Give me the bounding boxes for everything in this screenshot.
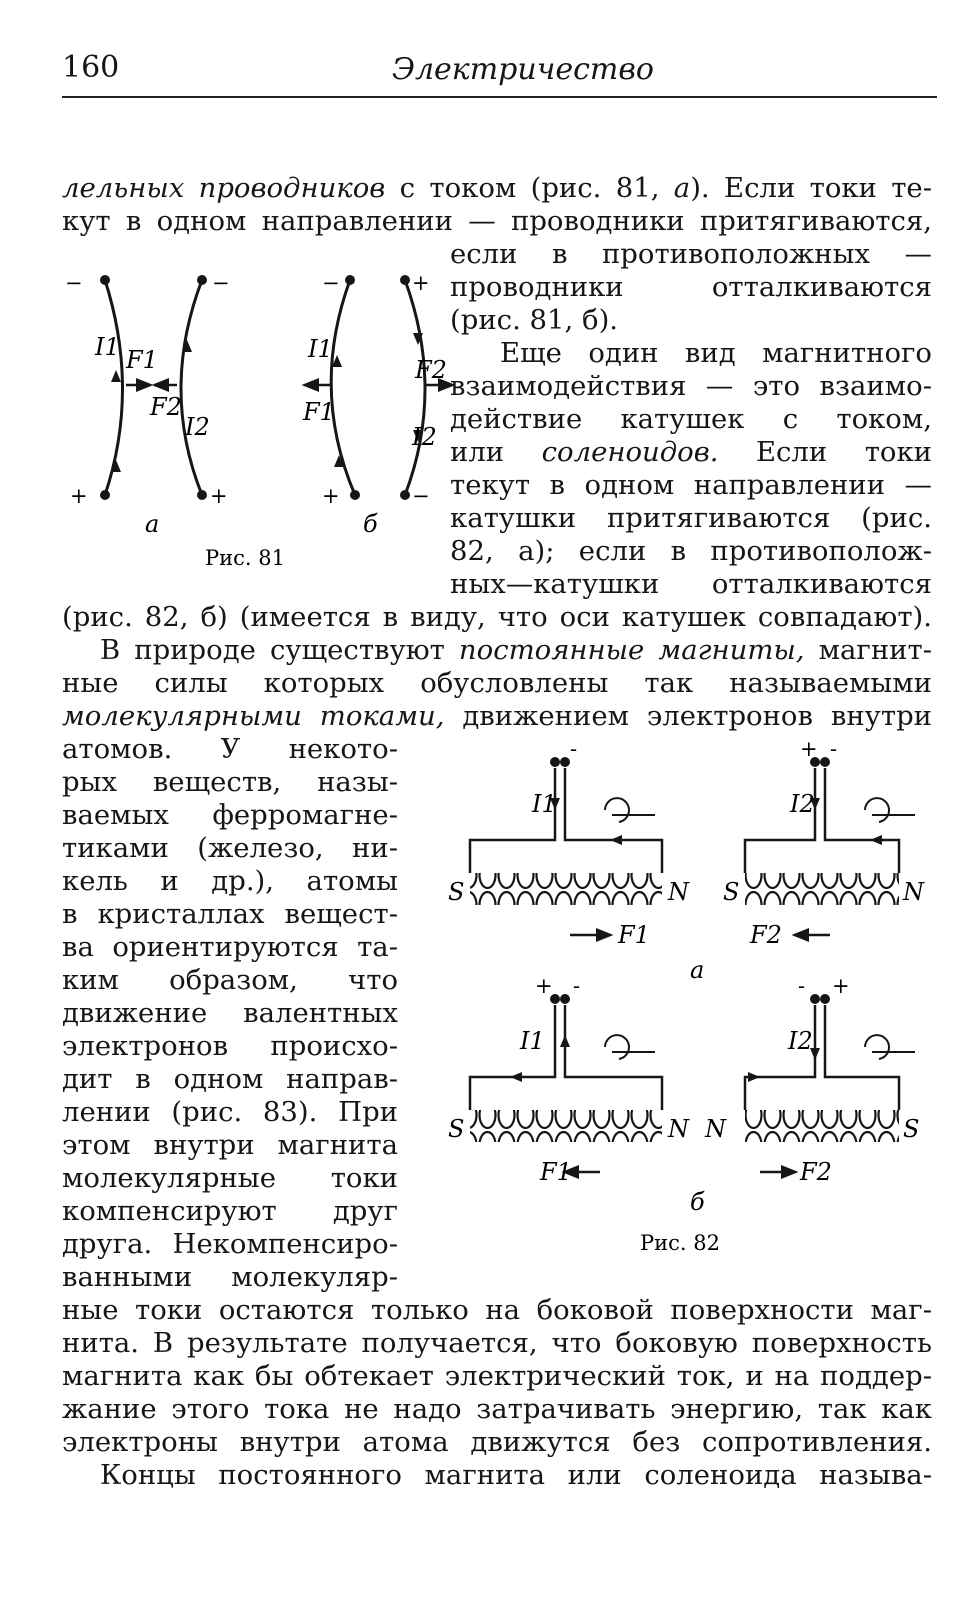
sign-label: +	[832, 974, 850, 998]
label-I2: I2	[185, 413, 210, 441]
subfigure-label-b: б	[363, 510, 378, 538]
text-line: действие катушек с током,	[450, 403, 932, 435]
text-line: ванными молекуляр-	[62, 1261, 398, 1293]
text-line: текут в одном направлении —	[450, 469, 932, 501]
text-line: ваемых ферромагне-	[62, 799, 398, 831]
text-line: движение валентных	[62, 997, 398, 1029]
text-line: ва ориентируются та-	[62, 931, 398, 963]
label-I2: I2	[788, 1027, 813, 1055]
conductor-b2	[405, 280, 425, 495]
text-line: кель и др.), атомы	[62, 865, 398, 897]
text-line: дит в одном направ-	[62, 1063, 398, 1095]
label-F2: F2	[150, 393, 182, 421]
text-line: друга. Некомпенсиро-	[62, 1228, 398, 1260]
terminal	[100, 490, 110, 500]
rotation-symbol	[865, 1035, 889, 1059]
text-line: этом внутри магнита	[62, 1129, 398, 1161]
text-line: ные силы которых обусловлены так называемыми	[62, 667, 932, 699]
text-line: магнита как бы обтекает электрический ток, и на поддер-	[62, 1360, 932, 1392]
label-F1: F1	[126, 346, 158, 374]
pole-label: S	[903, 1115, 920, 1143]
label-I1: I1	[532, 790, 557, 818]
pole-label: N	[705, 1115, 726, 1143]
text-line: Концы постоянного магнита или соленоида называ-	[100, 1459, 932, 1491]
conductor-a2	[181, 280, 202, 495]
text-line: в кристаллах вещест-	[62, 898, 398, 930]
pole-label: N	[668, 1115, 689, 1143]
sign-label: +	[210, 484, 228, 508]
sign-label: -	[570, 737, 578, 761]
pole-label: S	[448, 878, 465, 906]
header-rule	[62, 96, 937, 98]
pole-label: S	[723, 878, 740, 906]
text-line: ные токи остаются только на боковой поверхности маг-	[62, 1294, 932, 1326]
conductor-a1	[105, 280, 123, 495]
figure-caption: Рис. 82	[640, 1231, 720, 1255]
text-line: компенсируют друг	[62, 1195, 398, 1227]
figure-81	[60, 260, 447, 580]
text-line: нита. В результате получается, что боковую поверхность	[62, 1327, 932, 1359]
running-head: Электричество	[392, 52, 654, 87]
text-line: 82, а); если в противополож-	[450, 535, 932, 567]
text-line: жание этого тока не надо затрачивать энергию, так как	[62, 1393, 932, 1425]
text-line: ким образом, что	[62, 964, 398, 996]
text-line: взаимодействия — это взаимо-	[450, 370, 932, 402]
subfigure-label-a: а	[145, 510, 160, 538]
terminal	[197, 275, 207, 285]
label-F2: F2	[800, 1158, 832, 1186]
pole-label: N	[668, 878, 689, 906]
text-line: проводники отталкиваются	[450, 271, 932, 303]
solenoid-a2	[745, 757, 899, 905]
text-line: электроны внутри атома движутся без сопротивления.	[62, 1426, 932, 1458]
rotation-symbol	[865, 798, 889, 822]
text-line: лении (рис. 83). При	[62, 1096, 398, 1128]
conductor-b1	[331, 280, 355, 495]
sign-label: +	[800, 737, 818, 761]
text-line: Еще один вид магнитного	[500, 337, 932, 369]
text-line: рых веществ, назы-	[62, 766, 398, 798]
label-F1: F1	[618, 921, 650, 949]
label-F2: F2	[415, 356, 447, 384]
terminal	[400, 275, 410, 285]
rotation-symbol	[605, 1035, 629, 1059]
rotation-symbol	[605, 798, 629, 822]
label-F1: F1	[303, 398, 335, 426]
label-I2: I2	[412, 423, 437, 451]
label-F1: F1	[540, 1158, 572, 1186]
sign-label: −	[322, 271, 340, 295]
text-line: молекулярные токи	[62, 1162, 398, 1194]
label-I2: I2	[790, 790, 815, 818]
text-line: тиками (железо, ни-	[62, 832, 398, 864]
sign-label: −	[212, 271, 230, 295]
sign-label: -	[573, 974, 581, 998]
terminal	[100, 275, 110, 285]
text-line: (рис. 81, б).	[450, 304, 619, 336]
text-line: кут в одном направлении — проводники притягиваются,	[62, 205, 932, 237]
terminal	[400, 490, 410, 500]
text-line: ных—катушки отталкиваются	[450, 568, 932, 600]
subfigure-label-b: б	[690, 1188, 705, 1216]
label-I1: I1	[95, 333, 120, 361]
pole-label: S	[448, 1115, 465, 1143]
sign-label: −	[65, 271, 83, 295]
sign-label: +	[322, 484, 340, 508]
text-line: молекулярными токами, движением электронов внутри	[62, 700, 933, 732]
figure-82	[440, 737, 940, 1260]
text-line: если в противоположных —	[450, 238, 932, 270]
page-header	[62, 50, 932, 100]
terminal	[345, 275, 355, 285]
label-I1: I1	[308, 335, 333, 363]
subfigure-label-a: а	[690, 956, 705, 984]
sign-label: +	[70, 484, 88, 508]
text-line: катушки притягиваются (рис.	[450, 502, 932, 534]
text-line: лельных проводников с током (рис. 81, а). Если токи те-	[62, 172, 932, 204]
terminal	[197, 490, 207, 500]
solenoid-a1	[470, 757, 662, 905]
current-arrow	[111, 370, 121, 382]
label-F2: F2	[750, 921, 782, 949]
figure-caption: Рис. 81	[205, 546, 285, 570]
sign-label: -	[830, 737, 838, 761]
sign-label: -	[798, 974, 806, 998]
solenoid-b2	[745, 994, 899, 1142]
label-I1: I1	[520, 1027, 545, 1055]
page-number: 160	[62, 50, 120, 85]
text-line: электронов происхо-	[62, 1030, 398, 1062]
sign-label: −	[412, 484, 430, 508]
text-line: (рис. 82, б) (имеется в виду, что оси катушек совпадают).	[62, 601, 932, 633]
sign-label: +	[535, 974, 553, 998]
solenoid-b1	[470, 994, 662, 1142]
terminal	[350, 490, 360, 500]
text-line: атомов. У некото-	[62, 733, 398, 765]
pole-label: N	[903, 878, 924, 906]
text-line: В природе существуют постоянные магниты, магнит-	[100, 634, 932, 666]
sign-label: +	[412, 271, 430, 295]
text-line: или соленоидов. Если токи	[450, 436, 932, 468]
